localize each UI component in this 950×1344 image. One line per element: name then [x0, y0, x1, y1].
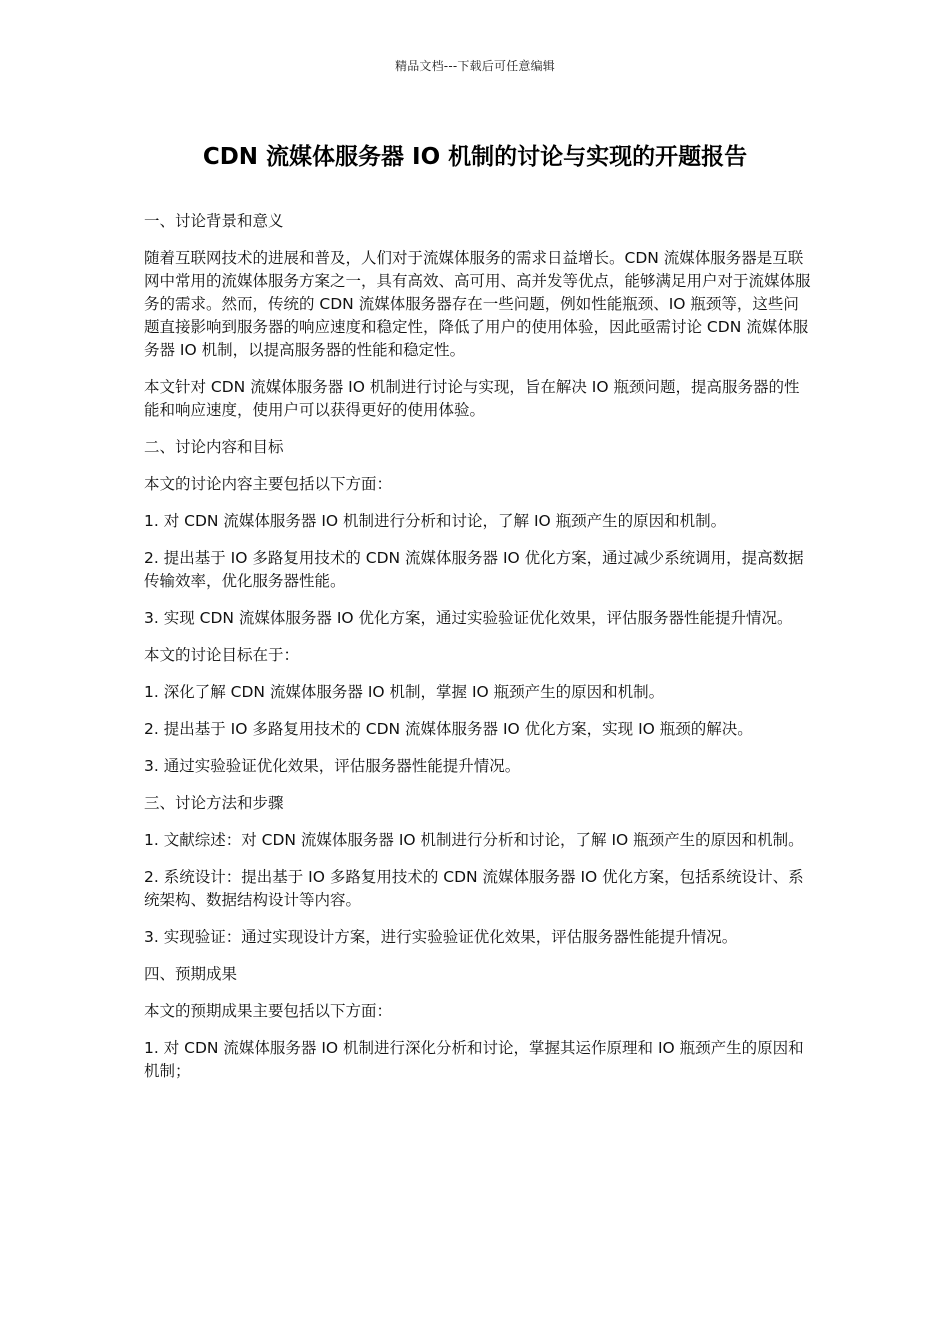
list-item-method-3: 3. 实现验证：通过实现设计方案，进行实验验证优化效果，评估服务器性能提升情况。 [144, 928, 738, 946]
paragraph-background-2: 本文针对 CDN 流媒体服务器 IO 机制进行讨论与实现，旨在解决 IO 瓶颈问题，提高服务器的性能和响应速度，使用户可以获得更好的使用体验。 [144, 378, 800, 419]
list-item-method-2: 2. 系统设计：提出基于 IO 多路复用技术的 CDN 流媒体服务器 IO 优化方案，包括系统设计、系统架构、数据结构设计等内容。 [144, 868, 804, 909]
section-heading-content-goals: 二、讨论内容和目标 [144, 438, 284, 456]
list-item-method-1: 1. 文献综述：对 CDN 流媒体服务器 IO 机制进行分析和讨论，了解 IO 瓶颈产生的原因和机制。 [144, 831, 804, 849]
paragraph-outcomes-intro: 本文的预期成果主要包括以下方面： [144, 1002, 393, 1020]
list-item-content-3: 3. 实现 CDN 流媒体服务器 IO 优化方案，通过实验验证优化效果，评估服务器性能提升情况。 [144, 609, 793, 627]
paragraph-content-intro: 本文的讨论内容主要包括以下方面： [144, 475, 393, 493]
document-title: CDN 流媒体服务器 IO 机制的讨论与实现的开题报告 [202, 144, 748, 170]
list-item-goal-1: 1. 深化了解 CDN 流媒体服务器 IO 机制，掌握 IO 瓶颈产生的原因和机制。 [144, 683, 665, 701]
paragraph-goals-intro: 本文的讨论目标在于： [144, 646, 300, 664]
list-item-content-1: 1. 对 CDN 流媒体服务器 IO 机制进行分析和讨论，了解 IO 瓶颈产生的原因和机制。 [144, 512, 727, 530]
section-heading-methods: 三、讨论方法和步骤 [144, 794, 284, 812]
list-item-goal-3: 3. 通过实验验证优化效果，评估服务器性能提升情况。 [144, 757, 521, 775]
list-item-content-2: 2. 提出基于 IO 多路复用技术的 CDN 流媒体服务器 IO 优化方案，通过减少系统调用，提高数据传输效率，优化服务器性能。 [144, 549, 804, 590]
section-heading-outcomes: 四、预期成果 [144, 965, 238, 983]
list-item-outcome-1: 1. 对 CDN 流媒体服务器 IO 机制进行深化分析和讨论，掌握其运作原理和 IO 瓶颈产生的原因和机制； [144, 1039, 804, 1080]
paragraph-background-1: 随着互联网技术的进展和普及，人们对于流媒体服务的需求日益增长。CDN 流媒体服务器是互联网中常用的流媒体服务方案之一，具有高效、高可用、高并发等优点，能够满足用户对于流媒体服务的需求。然而，传统的 CDN 流媒体服务器存在一些问题，例如性能瓶颈、IO 瓶颈等，这些问题直接影响到服务器的响应速度和稳定性，降低了用户的使用体验，因此亟需讨论 CDN 流媒体服务器 IO 机制，以提高服务器的性能和稳定性。 [144, 249, 811, 359]
document-body [144, 210, 812, 1097]
section-heading-background: 一、讨论背景和意义 [144, 212, 284, 230]
list-item-goal-2: 2. 提出基于 IO 多路复用技术的 CDN 流媒体服务器 IO 优化方案，实现 IO 瓶颈的解决。 [144, 720, 753, 738]
header-note: 精品文档---下载后可任意编辑 [395, 59, 555, 73]
